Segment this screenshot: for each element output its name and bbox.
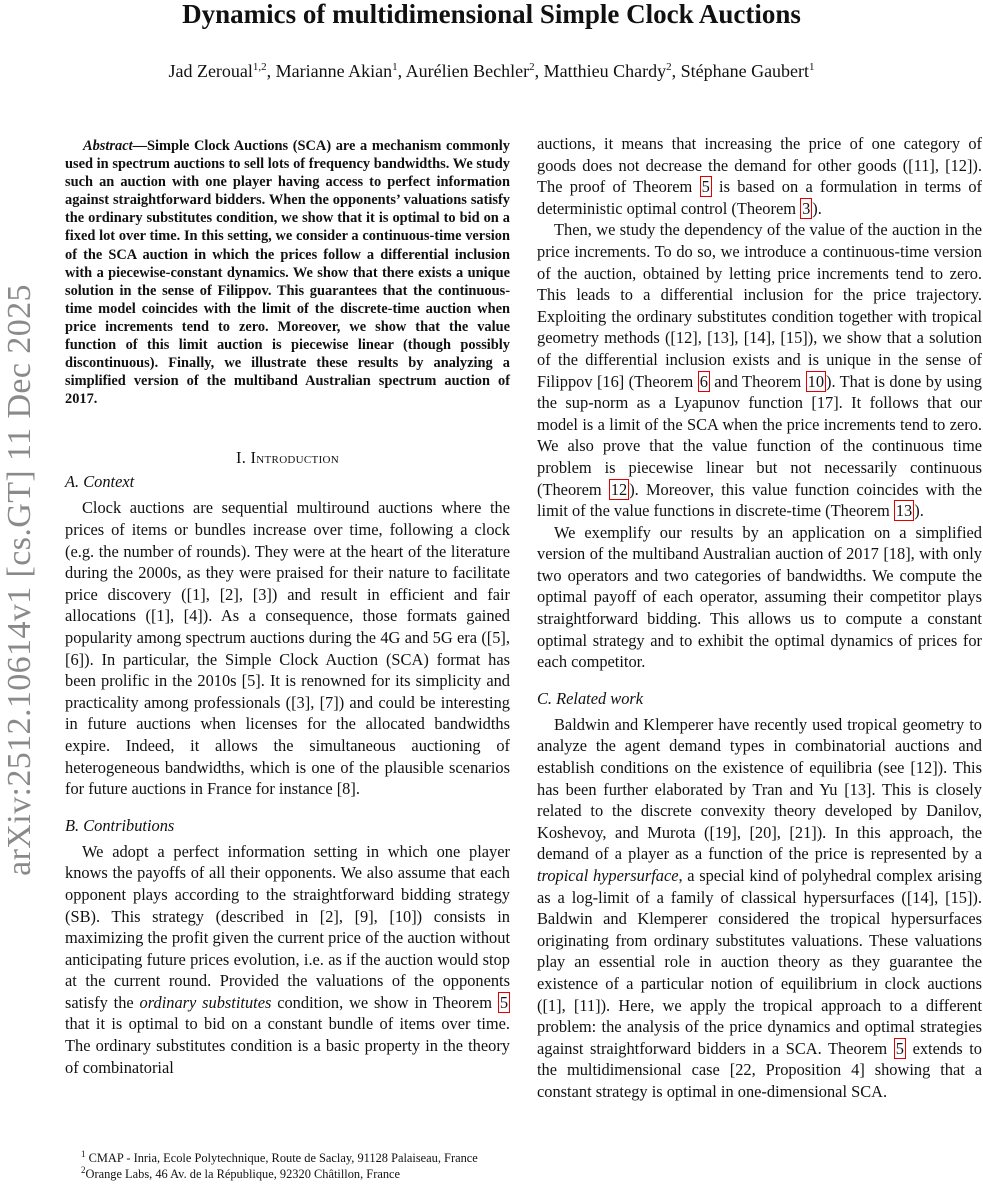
theorem-link[interactable]: 10 <box>807 371 825 391</box>
theorem-link[interactable]: 6 <box>699 371 708 391</box>
author-affiliation: 1,2 <box>252 61 267 73</box>
author: Stéphane Gaubert <box>680 61 810 81</box>
author: Aurélien Bechler <box>405 61 530 81</box>
theorem-link[interactable]: 3 <box>802 198 811 218</box>
paragraph-related-work: Baldwin and Klemperer have recently used tropical geometry to analyze the agent demand types in combinatorial auctions and establish conditions on the existence of equilibria (see [12]). This has been further elaborated by Tran and Yu [13]. This is closely related to the discrete convexity theory developed by Danilov, Koshevoy, and Murota ([19], [20], [21]). In this approach, the demand of a player as a function of the price is represented by a tropical hypersurface, a special kind of polyhedral complex arising as a log-limit of a family of classical hypersurfaces ([14], [15]). Baldwin and Klemperer considered the tropical hypersurfaces originating from ordinary substitutes valuations. These valuations play an essential role in auction theory as they guarantee the existence of a particular notion of equilibrium in clock auctions ([1], [11]). Here, we apply the tropical approach to a different problem: the analysis of the price dynamics and optimal strategies against straightforward bidders in a SCA. Theorem 5 extends to the multidimensional case [22, Proposition 4] showing that a constant strategy is optimal in one-dimensional SCA. <box>537 714 982 1101</box>
author: Jad Zeroual <box>168 61 253 81</box>
footnote: $^1$ CMAP - Inria, Ecole Polytechnique, Route de Saclay, 91128 Palaiseau, France <box>81 1149 478 1165</box>
emphasis: ordinary substitutes <box>139 992 272 1012</box>
footnotes <box>65 1150 510 1182</box>
abstract-text: —Simple Clock Auctions (SCA) are a mechanism commonly used in spectrum auctions to sell lots of frequency bandwidths. We study such an auction with one player having access to perfect information against straightforward bidders. When the opponents’ valuations satisfy the ordinary substitutes condition, we show that it is optimal to bid on a fixed lot over time. In this setting, we consider a continuous-time version of the SCA auction in which the prices follow a differential inclusion with a piecewise-constant dynamics. We show that there exists a unique solution in the sense of Filippov. This guarantees that the continuous-time model coincides with the limit of the discrete-time auction when price increments tend to zero. Moreover, we show that the value function of this limit auction is piecewise linear (though possibly discontinuous). Finally, we illustrate these results by analyzing a simplified version of the multiband Australian spectrum auction of 2017. <box>65 138 510 408</box>
paragraph-continued: auctions, it means that increasing the price of one category of goods does not decrease the demand for other goods ([11], [12]). The proof of Theorem 5 is based on a formulation in terms of deterministic optimal control (Theorem 3 ). <box>537 134 982 218</box>
theorem-link[interactable]: 12 <box>610 479 628 499</box>
right-column <box>537 133 982 1103</box>
footnote-mark: 1 <box>81 1149 86 1159</box>
subsection-heading-contributions: B. Contributions <box>65 815 175 835</box>
section-title: Introduction <box>250 448 340 468</box>
author-affiliation: 2 <box>666 61 672 73</box>
arxiv-stamp <box>0 0 40 1200</box>
theorem-link[interactable]: 5 <box>895 1038 904 1058</box>
section-heading-introduction <box>65 447 510 469</box>
author-list: Jad Zeroual$^{1,2}$, Marianne Akian$^1$, Aurélien Bechler$^2$, Matthieu Chardy$^2$, Stéphane Gaubert$^1$ <box>168 61 815 81</box>
paragraph-contributions: We adopt a perfect information setting in which one player knows the payoffs of all their opponents. We also assume that each opponent plays according to the straightforward bidding strategy (SB). This strategy (described in [2], [9], [10]) consists in maximizing the profit given the current price of the auction without anticipating future prices evolution, i.e. as if the auction would stop at the current round. Provided the valuations of the opponents satisfy the ordinary substitutes condition, we show in Theorem 5 that it is optimal to bid on a constant bundle of items over time. The ordinary substitutes condition is a basic property in the theory of combinatorial <box>65 841 510 1077</box>
subsection-heading-related-work: C. Related work <box>537 688 644 708</box>
emphasis: tropical hypersurface <box>537 866 679 885</box>
theorem-link[interactable]: 5 <box>701 177 710 197</box>
author: Matthieu Chardy <box>543 61 667 81</box>
section-number: I. <box>235 448 251 468</box>
paragraph-context: Clock auctions are sequential multiround auctions where the prices of items or bundles increase over time, following a clock (e.g. the number of rounds). They were at the heart of the literature during the 2000s, as they were praised for their nature to facilitate price discovery ([1], [2], [3]) and result in efficient and fair allocations ([1], [4]). As a consequence, those formats gained popularity among spectrum auctions during the 4G and 5G era ([5], [6]). In particular, the Simple Clock Auction (SCA) format has been prolific in the 2010s [5]. It is renowned for its simplicity and practicality among professionals ([3], [7]) and could be interesting in future auctions when licenses for the allocated bandwidths expire. Indeed, it allows the simultaneous auctioning of heterogeneous bandwidths, which is one of the plausible scenarios for future auctions in France for instance [8]. <box>65 498 510 799</box>
abstract-label: Abstract <box>83 138 133 154</box>
subsection-heading-context: A. Context <box>65 472 135 492</box>
left-column <box>65 133 510 1078</box>
author-affiliation: 1 <box>392 61 398 73</box>
paragraph-dependency: Then, we study the dependency of the value of the auction in the price increments. To do so, we introduce a continuous-time version of the auction, obtained by letting price increments tend to zero. This leads to a differential inclusion for the price trajectory. Exploiting the ordinary substitutes condition together with tropical geometry methods ([12], [13], [14], [15]), we show that a solution of the differential inclusion exists and is unique in the sense of Filippov [16] (Theorem 6 and Theorem 10 ). That is done by using the sup-norm as a Lyapunov function [17]. It follows that our model is a limit of the SCA when the price increments tend to zero. We also prove that the value function of the continuous time problem is piecewise linear but not necessarily continuous (Theorem 12 ). Moreover, this value function coincides with the limit of the value functions in discrete-time (Theorem 13 ). <box>537 220 983 521</box>
arxiv-identifier: arXiv:2512.10614v1 [cs.GT] 11 Dec 2025 <box>1 284 38 876</box>
footnote: $^2$Orange Labs, 46 Av. de la République, 92320 Châtillon, France <box>81 1165 401 1181</box>
paragraph-application: We exemplify our results by an application on a simplified version of the multiband Australian auction of 2017 [18], with only two operators and two categories of bandwidths. We compute the optimal payoff of each operator, assuming their competitor plays straightforward bidding. This allows us to compute a constant optimal strategy and to exhibit the optimal dynamics of prices for each competitor. <box>537 522 982 672</box>
author-affiliation: 1 <box>809 61 815 73</box>
theorem-link[interactable]: 5 <box>499 992 509 1012</box>
author: Marianne Akian <box>275 61 393 81</box>
theorem-link[interactable]: 13 <box>895 501 913 521</box>
abstract <box>65 137 510 408</box>
author-affiliation: 2 <box>529 61 535 73</box>
footnote-mark: 2 <box>81 1165 86 1175</box>
paper-title: Dynamics of multidimensional Simple Clock Auctions <box>182 0 801 29</box>
